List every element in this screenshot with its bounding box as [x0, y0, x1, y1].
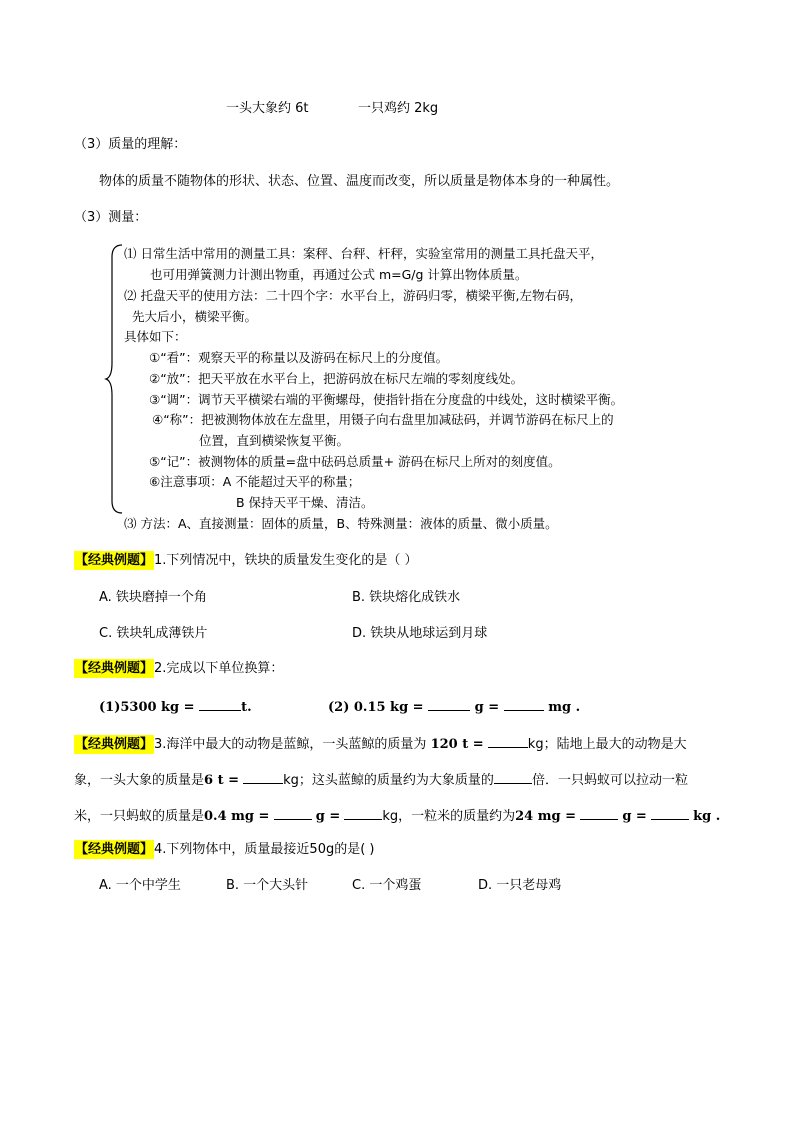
- understanding-heading: （3）质量的理解：: [74, 137, 187, 152]
- step-look: ①“看”：观察天平的称量以及游码在标尺上的分度值。: [149, 350, 449, 365]
- question-2: [74, 662, 283, 675]
- answer-blank[interactable]: [488, 735, 528, 748]
- q4-option-a: A. 一个中学生: [99, 878, 181, 893]
- q3-value: g =: [622, 809, 647, 824]
- answer-blank[interactable]: [344, 807, 382, 820]
- q3-text: 3.海洋中最大的动物是蓝鲸，一头蓝鲸的质量为: [154, 737, 427, 752]
- q3-value: 120 t =: [430, 737, 484, 752]
- q3-value: 24 mg =: [515, 809, 577, 824]
- answer-blank[interactable]: [199, 698, 241, 711]
- step-notes-line2: B 保持天平干燥、清洁。: [236, 495, 374, 510]
- q3-value: kg .: [693, 809, 721, 824]
- q3-text: 米，一只蚂蚁的质量是: [74, 809, 205, 824]
- q3-value: 6 t =: [204, 773, 240, 788]
- item2-line2: 先大后小，横梁平衡。: [132, 309, 258, 324]
- q2-part1-lhs: (1)5300 kg =: [99, 700, 195, 715]
- q3-text: 倍．一只蚂蚁可以拉动一粒: [531, 773, 688, 788]
- item1-line2: 也可用弹簧测力计测出物重，再通过公式 m=G/g 计算出物体质量。: [150, 267, 528, 282]
- q3-text: 象，一头大象的质量是: [74, 773, 205, 788]
- step-adjust: ③“调”：调节天平横梁右端的平衡螺母，使指针指在分度盘的中线处，这时横梁平衡。: [149, 392, 624, 407]
- q2-part1-unit: t.: [241, 700, 252, 715]
- answer-blank[interactable]: [494, 771, 532, 784]
- q4-option-b: B. 一个大头针: [226, 878, 309, 893]
- step-notes-line1: ⑥注意事项：A 不能超过天平的称量；: [149, 474, 361, 489]
- question-1: [74, 554, 418, 567]
- answer-blank[interactable]: [504, 698, 544, 711]
- q2-part2-lhs: (2) 0.15 kg =: [328, 700, 424, 715]
- q1-option-a: A. 铁块磨掉一个角: [99, 590, 207, 605]
- q2-part2-mid: g =: [474, 700, 500, 715]
- step-place: ②“放”：把天平放在水平台上，把游码放在标尺左端的零刻度线处。: [149, 371, 524, 386]
- question-3-line1: [74, 735, 687, 751]
- q4-option-d: D. 一只老母鸡: [478, 878, 562, 893]
- item2-line1: ⑵ 托盘天平的使用方法：二十四个字：水平台上，游码归零，横梁平衡,左物右码，: [124, 288, 582, 303]
- q1-option-c: C. 铁块轧成薄铁片: [99, 626, 208, 641]
- question-3-line3: [74, 807, 720, 823]
- answer-blank[interactable]: [651, 807, 689, 820]
- q2-part1: [99, 698, 252, 714]
- q3-value: g =: [315, 809, 341, 824]
- chicken-mass-example: 一只鸡约 2kg: [358, 101, 439, 116]
- q3-text: kg，一粒米的质量约为: [382, 809, 516, 824]
- question-stem: 4.下列物体中，质量最接近50g的是( ): [154, 842, 375, 857]
- question-stem: 2.完成以下单位换算：: [154, 661, 284, 676]
- q3-text: kg；陆地上最大的动物是大: [527, 737, 687, 752]
- question-3-line2: [74, 771, 688, 787]
- answer-blank[interactable]: [274, 807, 312, 820]
- q3-text: kg；这头蓝鲸的质量约为大象质量的: [283, 773, 494, 788]
- detail-heading: 具体如下：: [124, 329, 187, 344]
- answer-blank[interactable]: [580, 807, 618, 820]
- measure-heading: （3）测量：: [74, 210, 148, 225]
- answer-blank[interactable]: [428, 698, 470, 711]
- step-weigh-line2: 位置，直到横梁恢复平衡。: [199, 433, 350, 448]
- understanding-text: 物体的质量不随物体的形状、状态、位置、温度而改变，所以质量是物体本身的一种属性。: [99, 174, 620, 189]
- example-tag: 【经典例题】: [75, 737, 154, 752]
- step-weigh-line1: ④“称”：把被测物体放在左盘里，用镊子向右盘里加减砝码，并调节游码在标尺上的: [152, 412, 614, 427]
- step-record: ⑤“记”：被测物体的质量=盘中砝码总质量+ 游码在标尺上所对的刻度值。: [149, 454, 561, 469]
- question-stem: 1.下列情况中，铁块的质量发生变化的是（ ）: [154, 553, 418, 568]
- example-tag: 【经典例题】: [75, 553, 154, 568]
- example-tag: 【经典例题】: [75, 661, 154, 676]
- example-tag: 【经典例题】: [75, 842, 154, 857]
- answer-blank[interactable]: [243, 771, 283, 784]
- q3-value: 0.4 mg =: [204, 809, 270, 824]
- item3-methods: ⑶ 方法：A、直接测量：固体的质量，B、特殊测量：液体的质量、微小质量。: [124, 516, 558, 531]
- left-brace: [104, 243, 126, 515]
- q1-option-d: D. 铁块从地球运到月球: [352, 626, 488, 641]
- q2-part2-unit: mg .: [548, 700, 581, 715]
- q4-option-c: C. 一个鸡蛋: [352, 878, 422, 893]
- item1-line1: ⑴ 日常生活中常用的测量工具：案秤、台秤、杆秤，实验室常用的测量工具托盘天平，: [124, 246, 603, 261]
- q1-option-b: B. 铁块熔化成铁水: [352, 590, 461, 605]
- q2-part2: [328, 698, 580, 714]
- question-4: [74, 843, 375, 856]
- elephant-mass-example: 一头大象约 6t: [226, 101, 309, 116]
